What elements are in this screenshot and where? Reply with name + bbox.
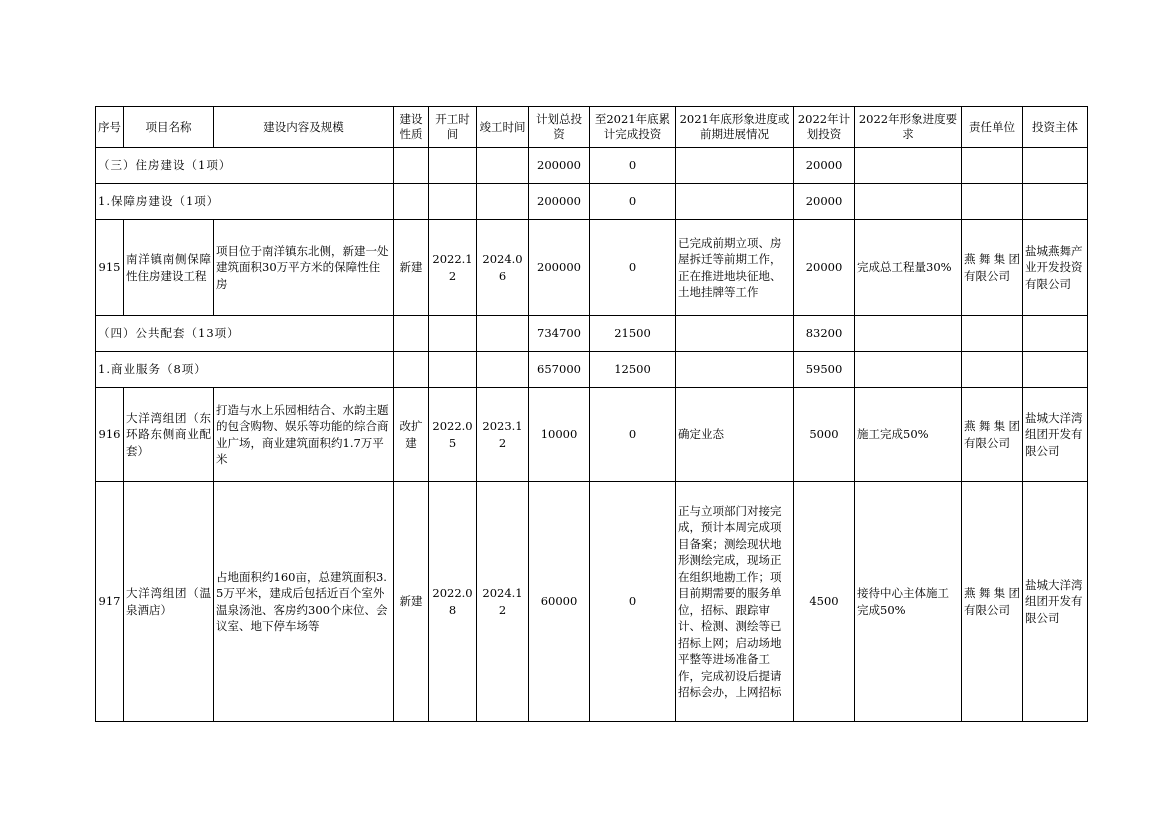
header-investor: 投资主体 [1023, 107, 1088, 148]
header-plan-total: 计划总投资 [529, 107, 590, 148]
project-req-2022: 完成总工程量30% [855, 220, 962, 316]
project-plan-total: 60000 [529, 482, 590, 722]
project-plan-2022: 5000 [794, 388, 855, 482]
project-nature: 新建 [394, 220, 429, 316]
project-investor: 盐城大洋湾组团开发有限公司 [1023, 482, 1088, 722]
table-row [96, 482, 1088, 722]
section-done-2021: 0 [590, 184, 676, 220]
header-row [96, 107, 1088, 148]
project-plan-total: 200000 [529, 220, 590, 316]
project-done-2021: 0 [590, 482, 676, 722]
project-start: 2022.12 [429, 220, 477, 316]
project-done-2021: 0 [590, 220, 676, 316]
project-plan-2022: 4500 [794, 482, 855, 722]
section-plan-2022: 83200 [794, 316, 855, 352]
section-plan-2022: 20000 [794, 184, 855, 220]
project-unit: 燕舞集团有限公司 [962, 482, 1023, 722]
project-progress-2021: 正与立项部门对接完成，预计本周完成项目备案；测绘现状地形测绘完成，现场正在组织地勘工作；项目前期需要的服务单位，招标、跟踪审计、检测、测绘等已招标上网；启动场地平整等进场准备工作，完成初设后提请招标会办，上网招标 [676, 482, 794, 722]
header-name: 项目名称 [124, 107, 214, 148]
section-plan-total: 734700 [529, 316, 590, 352]
project-progress-2021: 确定业态 [676, 388, 794, 482]
section-plan-total: 657000 [529, 352, 590, 388]
project-unit: 燕舞集团有限公司 [962, 388, 1023, 482]
section-row [96, 148, 1088, 184]
section-row [96, 316, 1088, 352]
header-req-2022: 2022年形象进度要求 [855, 107, 962, 148]
section-label: （三）住房建设（1项） [96, 148, 394, 184]
project-content: 项目位于南洋镇东北侧，新建一处建筑面积30万平方米的保障性住房 [214, 220, 394, 316]
project-investor: 盐城大洋湾组团开发有限公司 [1023, 388, 1088, 482]
project-name: 大洋湾组团（温泉酒店） [124, 482, 214, 722]
project-seq: 917 [96, 482, 124, 722]
header-unit: 责任单位 [962, 107, 1023, 148]
project-nature: 新建 [394, 482, 429, 722]
section-row [96, 184, 1088, 220]
section-plan-2022: 20000 [794, 148, 855, 184]
header-progress-2021: 2021年底形象进度或前期进展情况 [676, 107, 794, 148]
project-unit: 燕舞集团有限公司 [962, 220, 1023, 316]
project-start: 2022.08 [429, 482, 477, 722]
project-finish: 2024.06 [477, 220, 529, 316]
project-start: 2022.05 [429, 388, 477, 482]
project-content: 打造与水上乐园相结合、水韵主题的包含购物、娱乐等功能的综合商业广场，商业建筑面积约1.7万平米 [214, 388, 394, 482]
table-row [96, 220, 1088, 316]
section-label: 1.商业服务（8项） [96, 352, 394, 388]
header-finish: 竣工时间 [477, 107, 529, 148]
project-seq: 916 [96, 388, 124, 482]
header-nature: 建设性质 [394, 107, 429, 148]
project-name: 南洋镇南侧保障性住房建设工程 [124, 220, 214, 316]
section-done-2021: 12500 [590, 352, 676, 388]
section-plan-2022: 59500 [794, 352, 855, 388]
header-plan-2022: 2022年计划投资 [794, 107, 855, 148]
section-done-2021: 21500 [590, 316, 676, 352]
table-row [96, 388, 1088, 482]
project-done-2021: 0 [590, 388, 676, 482]
project-req-2022: 施工完成50% [855, 388, 962, 482]
project-plan-total: 10000 [529, 388, 590, 482]
section-plan-total: 200000 [529, 184, 590, 220]
project-nature: 改扩建 [394, 388, 429, 482]
section-label: 1.保障房建设（1项） [96, 184, 394, 220]
project-investor: 盐城燕舞产业开发投资有限公司 [1023, 220, 1088, 316]
header-seq: 序号 [96, 107, 124, 148]
project-table [95, 106, 1088, 722]
project-finish: 2023.12 [477, 388, 529, 482]
project-seq: 915 [96, 220, 124, 316]
project-req-2022: 接待中心主体施工完成50% [855, 482, 962, 722]
project-finish: 2024.12 [477, 482, 529, 722]
project-plan-2022: 20000 [794, 220, 855, 316]
section-plan-total: 200000 [529, 148, 590, 184]
section-row [96, 352, 1088, 388]
header-start: 开工时间 [429, 107, 477, 148]
project-content: 占地面积约160亩，总建筑面积3.5万平米，建成后包括近百个室外温泉汤池、客房约300个床位、会议室、地下停车场等 [214, 482, 394, 722]
header-done-2021: 至2021年底累计完成投资 [590, 107, 676, 148]
section-label: （四）公共配套（13项） [96, 316, 394, 352]
header-content: 建设内容及规模 [214, 107, 394, 148]
project-progress-2021: 已完成前期立项、房屋拆迁等前期工作，正在推进地块征地、土地挂牌等工作 [676, 220, 794, 316]
section-done-2021: 0 [590, 148, 676, 184]
project-name: 大洋湾组团（东环路东侧商业配套） [124, 388, 214, 482]
